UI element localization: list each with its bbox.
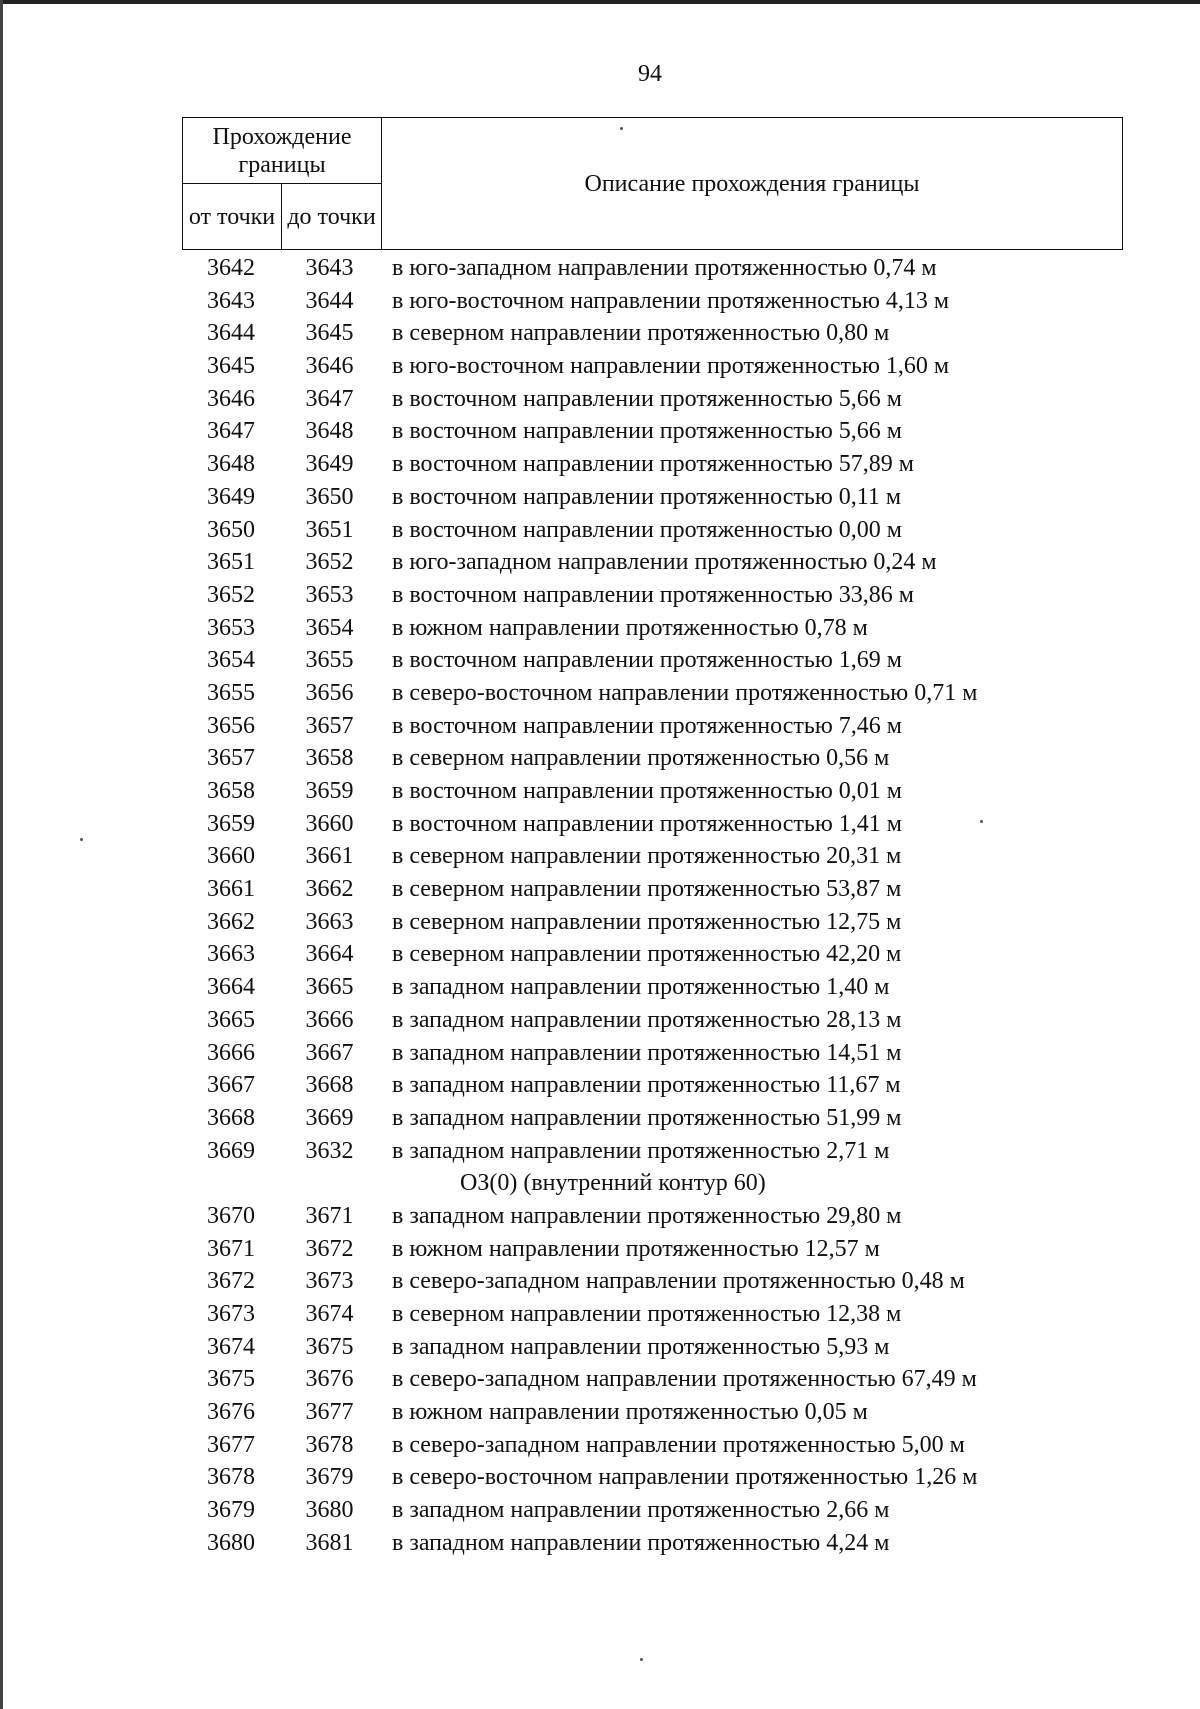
- point-from: 3654: [207, 647, 255, 674]
- scan-border-left: [0, 0, 3, 1709]
- boundary-description: в восточном направлении протяженностью 1,41 м: [392, 810, 902, 837]
- boundary-description: в восточном направлении протяженностью 0,01 м: [392, 778, 902, 804]
- boundary-description: в западном направлении протяженностью 5,93 м: [392, 1333, 890, 1360]
- boundary-description: в северном направлении протяженностью 12,75 м: [392, 908, 902, 935]
- table-row: [182, 383, 1142, 416]
- table-row: [182, 1069, 1142, 1102]
- point-from: 3665: [207, 1006, 255, 1033]
- table-row: [182, 1200, 1142, 1233]
- point-from: 3652: [207, 581, 255, 608]
- point-from: 3646: [207, 385, 255, 412]
- point-to: 3643: [305, 255, 354, 281]
- header-from-point: от точки: [183, 184, 282, 250]
- point-from: 3653: [207, 614, 255, 641]
- point-to: 3673: [305, 1268, 354, 1295]
- point-from: 3645: [207, 353, 255, 380]
- point-from: 3666: [207, 1039, 255, 1066]
- table-row: [182, 644, 1142, 677]
- boundary-description: в восточном направлении протяженностью 1,69 м: [392, 647, 902, 674]
- table-row: [182, 252, 1142, 285]
- point-to: 3653: [305, 581, 354, 608]
- point-from: 3662: [207, 908, 255, 935]
- table-row: [182, 1331, 1142, 1364]
- boundary-description: в западном направлении протяженностью 1,40 м: [392, 974, 890, 1001]
- point-to: 3668: [305, 1072, 354, 1099]
- point-to: 3655: [305, 647, 354, 674]
- point-to: 3659: [305, 778, 354, 804]
- table-row: [182, 317, 1142, 350]
- boundary-description: в западном направлении протяженностью 11,67 м: [392, 1072, 901, 1099]
- scan-speck: [620, 127, 623, 130]
- point-to: 3650: [305, 483, 354, 510]
- table-row: [182, 285, 1142, 318]
- boundary-description: в юго-западном направлении протяженностью 0,24 м: [392, 549, 937, 576]
- point-from: 3676: [207, 1399, 255, 1426]
- boundary-description: в западном направлении протяженностью 2,66 м: [392, 1497, 890, 1524]
- point-from: 3657: [207, 745, 255, 772]
- table-row: [182, 1233, 1142, 1266]
- table-row: [182, 1494, 1142, 1527]
- table-row: [182, 1135, 1142, 1168]
- boundary-table-body: [182, 252, 1142, 1560]
- point-to: 3672: [305, 1235, 354, 1262]
- point-from: 3643: [207, 287, 255, 314]
- point-from: 3648: [207, 451, 255, 478]
- point-from: 3668: [207, 1104, 255, 1131]
- table-row: [182, 579, 1142, 612]
- table-row: [182, 415, 1142, 448]
- point-to: 3663: [305, 908, 354, 935]
- boundary-description: в юго-восточном направлении протяженностью 1,60 м: [392, 353, 950, 380]
- point-to: 3680: [305, 1497, 354, 1524]
- point-from: 3650: [207, 516, 255, 543]
- point-to: 3651: [305, 516, 354, 543]
- point-to: 3658: [305, 745, 354, 772]
- point-to: 3664: [305, 941, 354, 968]
- table-row: [182, 677, 1142, 710]
- point-from: 3663: [207, 941, 255, 968]
- point-from: 3660: [207, 843, 255, 870]
- table-row: [182, 514, 1142, 547]
- boundary-description: в западном направлении протяженностью 4,24 м: [392, 1529, 890, 1556]
- table-row: [182, 1102, 1142, 1135]
- boundary-description: в юго-восточном направлении протяженностью 4,13 м: [392, 287, 950, 314]
- boundary-description: в северном направлении протяженностью 53,87 м: [392, 876, 902, 903]
- boundary-description: в восточном направлении протяженностью 57,89 м: [392, 451, 914, 478]
- table-row: [182, 1298, 1142, 1331]
- boundary-description: в северном направлении протяженностью 0,56 м: [392, 745, 890, 772]
- boundary-description: в восточном направлении протяженностью 5,66 м: [392, 385, 902, 412]
- point-from: 3670: [207, 1202, 255, 1229]
- boundary-description: в западном направлении протяженностью 29,80 м: [392, 1202, 902, 1229]
- point-to: 3632: [305, 1137, 354, 1164]
- table-row: [182, 742, 1142, 775]
- point-to: 3669: [305, 1104, 354, 1131]
- point-from: 3674: [207, 1333, 255, 1360]
- table-row: [182, 1004, 1142, 1037]
- point-to: 3662: [305, 876, 354, 903]
- point-from: 3647: [207, 418, 255, 445]
- point-from: 3679: [207, 1497, 255, 1524]
- section-title: ОЗ(0) (внутренний контур 60): [460, 1170, 766, 1197]
- table-row: [182, 873, 1142, 906]
- point-to: 3678: [305, 1431, 354, 1458]
- point-to: 3656: [305, 679, 354, 706]
- point-from: 3672: [207, 1268, 255, 1295]
- table-row: [182, 350, 1142, 383]
- scan-border-top: [0, 0, 1200, 4]
- boundary-description: в восточном направлении протяженностью 0,00 м: [392, 516, 902, 543]
- boundary-description: в южном направлении протяженностью 0,05 м: [392, 1399, 868, 1426]
- point-from: 3655: [207, 679, 255, 706]
- point-from: 3642: [207, 255, 255, 281]
- scan-speck: [640, 1658, 643, 1661]
- table-row: [182, 546, 1142, 579]
- table-row: [182, 808, 1142, 841]
- boundary-rows-group-1: [182, 252, 1142, 1167]
- boundary-description: в северо-западном направлении протяженностью 67,49 м: [392, 1366, 977, 1393]
- boundary-description: в восточном направлении протяженностью 7,46 м: [392, 712, 902, 739]
- point-to: 3654: [305, 614, 354, 641]
- boundary-description: в северном направлении протяженностью 42,20 м: [392, 941, 902, 968]
- point-to: 3674: [305, 1301, 354, 1327]
- point-to: 3652: [305, 549, 354, 576]
- point-from: 3658: [207, 778, 255, 804]
- point-from: 3661: [207, 876, 255, 903]
- boundary-description: в северном направлении протяженностью 0,80 м: [392, 320, 890, 347]
- point-to: 3646: [305, 353, 354, 380]
- table-row: [182, 1461, 1142, 1494]
- boundary-description: в восточном направлении протяженностью 33,86 м: [392, 581, 914, 608]
- header-boundary-passage: Прохождение границы: [183, 118, 382, 184]
- scan-speck: [980, 820, 983, 823]
- point-to: 3676: [305, 1366, 354, 1393]
- point-to: 3679: [305, 1464, 354, 1491]
- boundary-description: в южном направлении протяженностью 12,57 м: [392, 1235, 880, 1262]
- boundary-description: в северном направлении протяженностью 12,38 м: [392, 1301, 902, 1327]
- boundary-description: в северо-восточном направлении протяженностью 0,71 м: [392, 679, 978, 706]
- table-row: [182, 1265, 1142, 1298]
- point-to: 3671: [305, 1202, 354, 1229]
- point-from: 3675: [207, 1366, 255, 1393]
- boundary-description: в юго-западном направлении протяженностью 0,74 м: [392, 255, 937, 281]
- point-from: 3667: [207, 1072, 255, 1099]
- point-to: 3665: [305, 974, 354, 1001]
- table-row: [182, 1363, 1142, 1396]
- boundary-description: в южном направлении протяженностью 0,78 м: [392, 614, 868, 641]
- point-from: 3649: [207, 483, 255, 510]
- point-to: 3649: [305, 451, 354, 478]
- scan-speck: [80, 838, 83, 841]
- point-to: 3645: [305, 320, 354, 347]
- boundary-description: в восточном направлении протяженностью 5,66 м: [392, 418, 902, 445]
- boundary-description: в восточном направлении протяженностью 0,11 м: [392, 483, 902, 510]
- boundary-description: в северном направлении протяженностью 20,31 м: [392, 843, 902, 870]
- page-number: 94: [638, 61, 662, 87]
- table-row: [182, 710, 1142, 743]
- header-description: Описание прохождения границы: [382, 118, 1123, 250]
- table-row: [182, 840, 1142, 873]
- table-row: [182, 1037, 1142, 1070]
- table-row: [182, 906, 1142, 939]
- boundary-description: в западном направлении протяженностью 28,13 м: [392, 1006, 902, 1033]
- point-to: 3681: [305, 1529, 354, 1556]
- point-from: 3673: [207, 1301, 255, 1327]
- table-row: [182, 971, 1142, 1004]
- table-header: [182, 117, 1123, 250]
- point-to: 3657: [305, 712, 354, 739]
- table-row: [182, 481, 1142, 514]
- point-from: 3680: [207, 1529, 255, 1556]
- point-from: 3644: [207, 320, 255, 347]
- point-from: 3671: [207, 1235, 255, 1262]
- point-to: 3677: [305, 1399, 354, 1426]
- table-row: [182, 1527, 1142, 1560]
- boundary-description: в северо-восточном направлении протяженностью 1,26 м: [392, 1464, 978, 1491]
- point-from: 3664: [207, 974, 255, 1001]
- boundary-description: в западном направлении протяженностью 2,71 м: [392, 1137, 890, 1164]
- point-to: 3675: [305, 1333, 354, 1360]
- point-to: 3667: [305, 1039, 354, 1066]
- table-row: [182, 448, 1142, 481]
- table-row: [182, 1396, 1142, 1429]
- boundary-rows-group-2: [182, 1200, 1142, 1560]
- point-from: 3659: [207, 810, 255, 837]
- table-row: [182, 612, 1142, 645]
- point-from: 3677: [207, 1431, 255, 1458]
- boundary-description: в северо-западном направлении протяженностью 0,48 м: [392, 1268, 965, 1295]
- point-to: 3644: [305, 287, 354, 314]
- header-to-point: до точки: [282, 184, 382, 250]
- boundary-description: в западном направлении протяженностью 51,99 м: [392, 1104, 902, 1131]
- boundary-description: в западном направлении протяженностью 14,51 м: [392, 1039, 902, 1066]
- table-row: [182, 775, 1142, 808]
- point-to: 3661: [305, 843, 354, 870]
- point-from: 3656: [207, 712, 255, 739]
- point-to: 3647: [305, 385, 354, 412]
- point-from: 3651: [207, 549, 255, 576]
- point-from: 3678: [207, 1464, 255, 1491]
- point-to: 3666: [305, 1006, 354, 1033]
- point-to: 3648: [305, 418, 354, 445]
- point-to: 3660: [305, 810, 354, 837]
- boundary-description: в северо-западном направлении протяженностью 5,00 м: [392, 1431, 965, 1458]
- table-row: [182, 1429, 1142, 1462]
- point-from: 3669: [207, 1137, 255, 1164]
- table-row: [182, 938, 1142, 971]
